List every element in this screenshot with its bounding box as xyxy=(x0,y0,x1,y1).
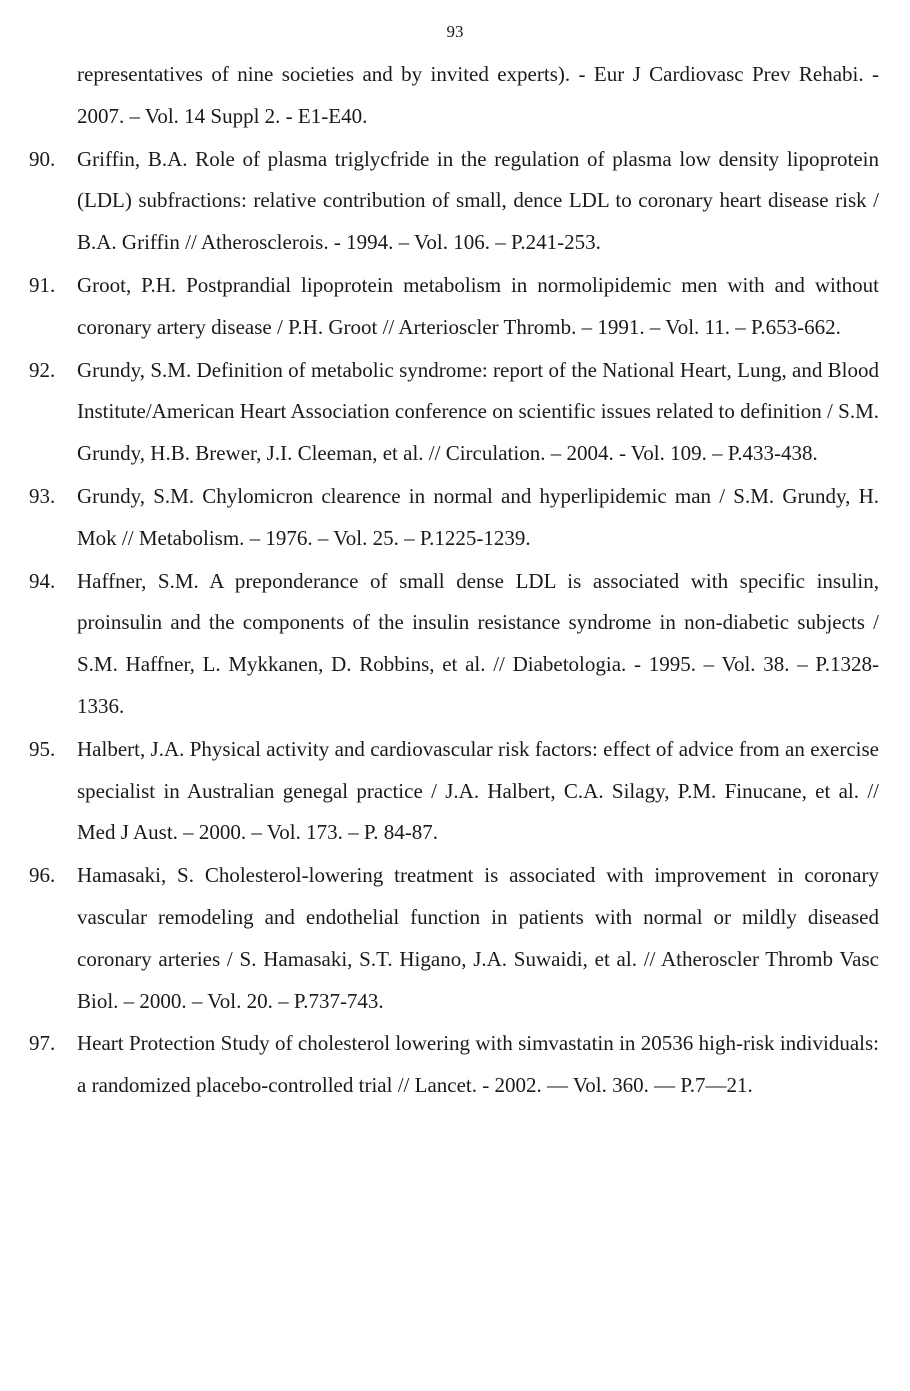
reference-item-97 xyxy=(29,1023,879,1107)
reference-item-91 xyxy=(29,265,879,349)
reference-number: 90. xyxy=(29,146,56,171)
reference-number: 95. xyxy=(29,736,56,761)
reference-text: Grundy, S.M. Chylomicron clearence in normal and hyperlipidemic man / S.M. Grundy, H. Mok // Metabolism. – 1976. – Vol. 25. – P.1225-1239. xyxy=(77,483,879,550)
reference-text: Groot, P.H. Postprandial lipoprotein metabolism in normolipidemic men with and without coronary artery disease / P.H. Groot // Arterioscler Thromb. – 1991. – Vol. 11. – P.653-662. xyxy=(77,272,879,339)
reference-text: Halbert, J.A. Physical activity and cardiovascular risk factors: effect of advice from an exercise specialist in Australian genegal practice / J.A. Halbert, C.A. Silagy, P.M. Finucane, et al. // Med J Aust. – 2000. – Vol. 173. – P. 84-87. xyxy=(77,736,879,845)
reference-number: 97. xyxy=(29,1031,56,1056)
reference-item-94 xyxy=(29,561,879,728)
reference-item-93 xyxy=(29,476,879,560)
page-number: 93 xyxy=(446,22,464,41)
reference-number: 93. xyxy=(29,483,56,508)
reference-text: Grundy, S.M. Definition of metabolic syndrome: report of the National Heart, Lung, and Blood Institute/American Heart Association conference on scientific issues related to definition / S.M. Grundy, H.B. Brewer, J.I. Cleeman, et al. // Circulation. – 2004. - Vol. 109. – P.433-438. xyxy=(77,357,879,466)
reference-text: Griffin, B.A. Role of plasma triglycfride in the regulation of plasma low density lipoprotein (LDL) subfractions: relative contribution of small, dence LDL to coronary heart disease risk / B.A. Griffin // Atherosclerois. - 1994. – Vol. 106. – P.241-253. xyxy=(77,146,879,255)
reference-continuation xyxy=(29,54,879,138)
reference-number: 91. xyxy=(29,272,56,297)
reference-text: Hamasaki, S. Cholesterol-lowering treatment is associated with improvement in coronary vascular remodeling and endothelial function in patients with normal or mildly diseased coronary arteries / S. Hamasaki, S.T. Higano, J.A. Suwaidi, et al. // Atheroscler Thromb Vasc Biol. – 2000. – Vol. 20. – P.737-743. xyxy=(77,863,879,1013)
reference-text: Haffner, S.M. A preponderance of small dense LDL is associated with specific insulin, proinsulin and the components of the insulin resistance syndrome in non-diabetic subjects / S.M. Haffner, L. Mykkanen, D. Robbins, et al. // Diabetologia. - 1995. – Vol. 38. – P.1328-1336. xyxy=(77,568,879,718)
reference-number: 92. xyxy=(29,357,56,382)
reference-item-92 xyxy=(29,350,879,475)
reference-item-95 xyxy=(29,729,879,854)
reference-item-90 xyxy=(29,139,879,264)
reference-text: representatives of nine societies and by invited experts). - Eur J Cardiovasc Prev Rehabi. - 2007. – Vol. 14 Suppl 2. - E1-E40. xyxy=(77,62,879,128)
reference-list xyxy=(29,54,879,1108)
reference-number: 96. xyxy=(29,863,56,888)
reference-item-96 xyxy=(29,855,879,1022)
reference-text: Heart Protection Study of cholesterol lowering with simvastatin in 20536 high-risk individuals: a randomized placebo-controlled trial // Lancet. - 2002. — Vol. 360. — P.7—21. xyxy=(77,1031,879,1098)
reference-number: 94. xyxy=(29,568,56,593)
